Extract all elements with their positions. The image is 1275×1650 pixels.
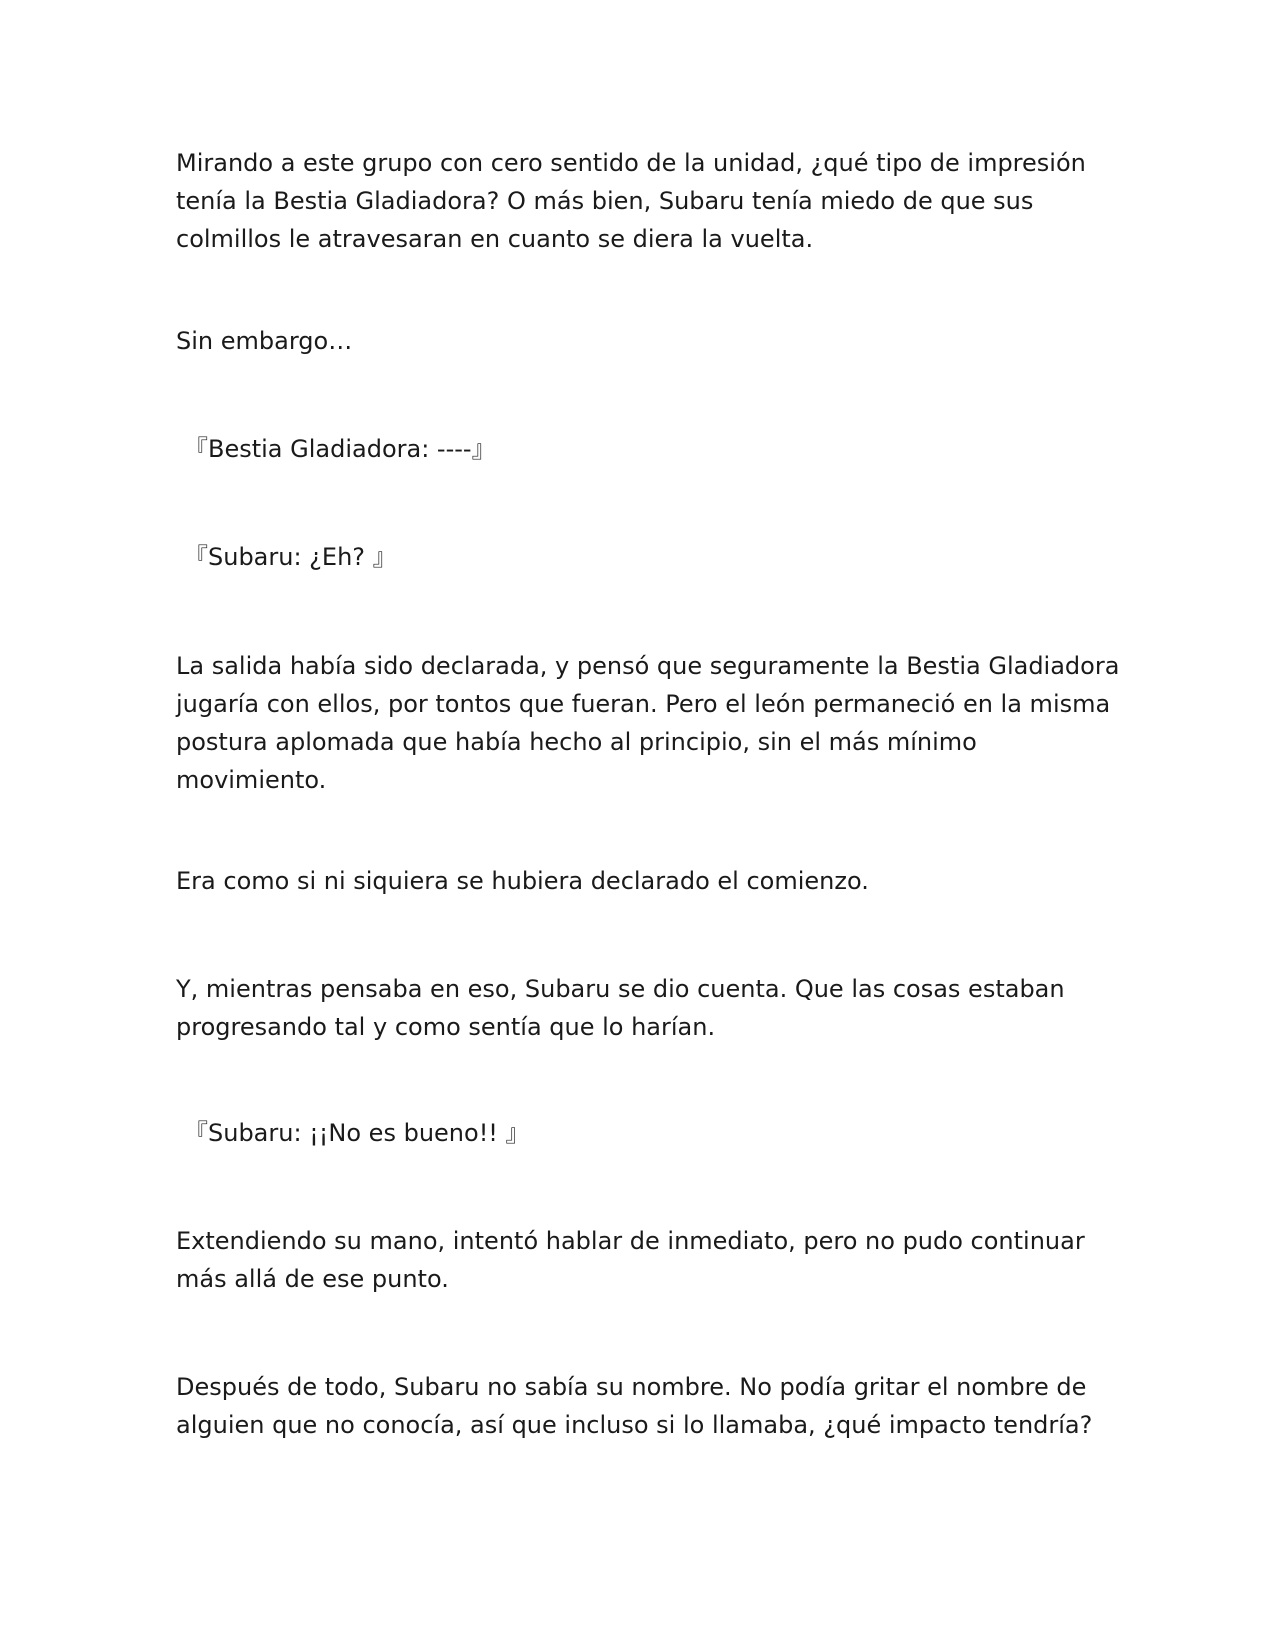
paragraph-1 bbox=[176, 144, 1116, 258]
paragraph-2 bbox=[176, 322, 1116, 360]
text-line: Y, mientras pensaba en eso, Subaru se dio cuenta. Que las cosas estaban bbox=[176, 975, 1065, 1003]
paragraph-10 bbox=[176, 1368, 1116, 1444]
text-line: progresando tal y como sentía que lo harían. bbox=[176, 1013, 716, 1041]
dialogue-bestia-gladiadora bbox=[184, 430, 1124, 468]
text-line: alguien que no conocía, así que incluso si lo llamaba, ¿qué impacto tendría? bbox=[176, 1411, 1093, 1439]
dialogue-subaru-no-es-bueno bbox=[184, 1114, 1124, 1152]
paragraph-6 bbox=[176, 862, 1116, 900]
text-line: Después de todo, Subaru no sabía su nombre. No podía gritar el nombre de bbox=[176, 1373, 1087, 1401]
text-line: jugaría con ellos, por tontos que fueran. Pero el león permaneció en la misma bbox=[176, 690, 1111, 718]
text-line: 『Subaru: ¿Eh? 』 bbox=[184, 543, 397, 571]
text-line: movimiento. bbox=[176, 766, 327, 794]
text-line: postura aplomada que había hecho al principio, sin el más mínimo bbox=[176, 728, 977, 756]
text-line: Mirando a este grupo con cero sentido de la unidad, ¿qué tipo de impresión bbox=[176, 149, 1086, 177]
text-line: La salida había sido declarada, y pensó que seguramente la Bestia Gladiadora bbox=[176, 652, 1120, 680]
text-line: más allá de ese punto. bbox=[176, 1265, 449, 1293]
text-line: Sin embargo… bbox=[176, 327, 353, 355]
text-line: Extendiendo su mano, intentó hablar de inmediato, pero no pudo continuar bbox=[176, 1227, 1085, 1255]
paragraph-5 bbox=[176, 647, 1120, 799]
dialogue-subaru-eh bbox=[184, 538, 1124, 576]
text-line: 『Bestia Gladiadora: ----』 bbox=[184, 435, 496, 463]
paragraph-9 bbox=[176, 1222, 1116, 1298]
text-line: 『Subaru: ¡¡No es bueno!! 』 bbox=[184, 1119, 530, 1147]
text-line: colmillos le atravesaran en cuanto se diera la vuelta. bbox=[176, 225, 814, 253]
paragraph-7 bbox=[176, 970, 1116, 1046]
text-line: tenía la Bestia Gladiadora? O más bien, Subaru tenía miedo de que sus bbox=[176, 187, 1034, 215]
text-line: Era como si ni siquiera se hubiera declarado el comienzo. bbox=[176, 867, 869, 895]
